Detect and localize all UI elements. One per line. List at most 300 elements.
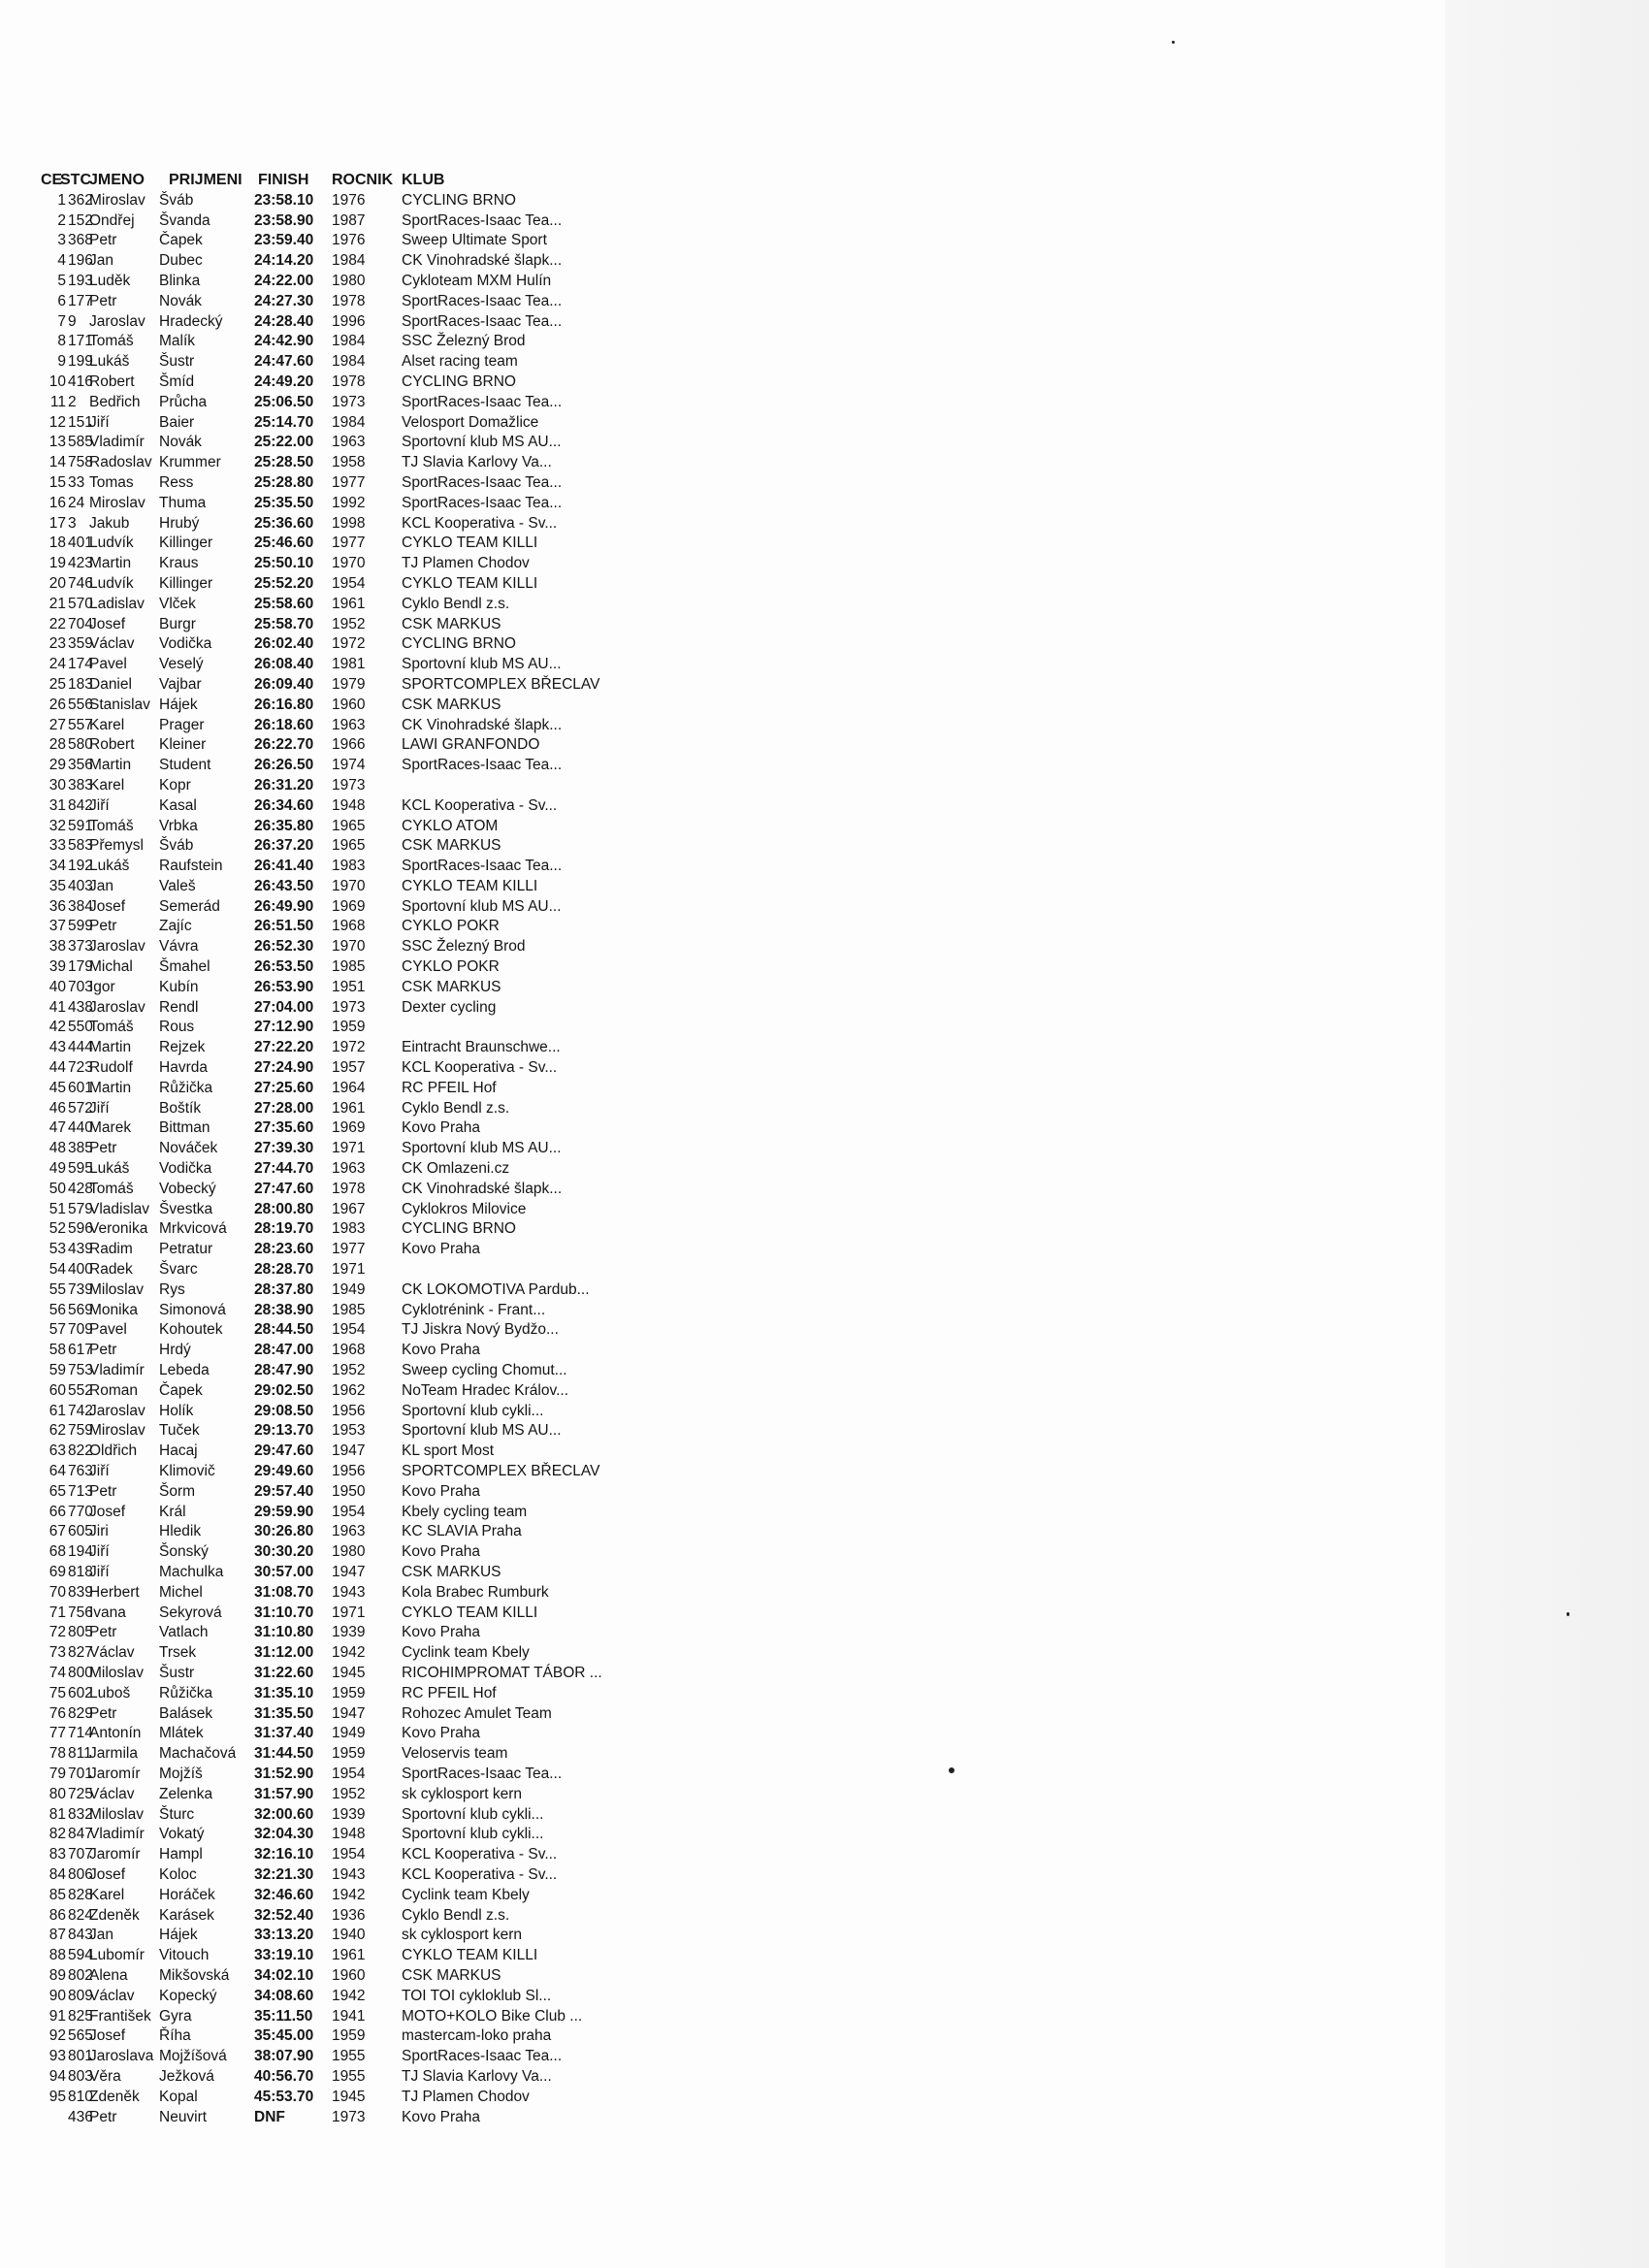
cell-finish-time: 28:47.90: [254, 1362, 314, 1379]
cell-start-number: 800: [68, 1664, 93, 1681]
cell-start-number: 703: [68, 978, 93, 995]
cell-club: Cykloteam MXM Hulín: [402, 272, 552, 289]
cell-position: 1: [57, 191, 66, 209]
cell-birth-year: 1972: [332, 635, 366, 653]
cell-last-name: Vitouch: [159, 1947, 210, 1964]
cell-club: CSK MARKUS: [402, 696, 501, 713]
cell-club: Kovo Praha: [402, 1342, 480, 1359]
cell-finish-time: 26:34.60: [254, 796, 314, 814]
cell-start-number: 585: [68, 434, 93, 451]
cell-club: KCL Kooperativa - Sv...: [402, 1865, 558, 1883]
cell-finish-time: 27:25.60: [254, 1079, 314, 1096]
cell-club: RC PFEIL Hof: [402, 1684, 497, 1701]
cell-first-name: Jarmila: [89, 1745, 138, 1763]
cell-first-name: Lukáš: [89, 858, 130, 875]
cell-club: SPORTCOMPLEX BŘECLAV: [402, 675, 600, 693]
cell-position: 4: [57, 252, 66, 270]
cell-position: 62: [48, 1422, 66, 1440]
table-row: [47, 1724, 648, 1744]
cell-finish-time: 25:28.80: [254, 473, 314, 491]
cell-start-number: 753: [68, 1362, 93, 1379]
cell-last-name: Michel: [159, 1583, 203, 1601]
cell-finish-time: 25:52.20: [254, 574, 314, 592]
cell-start-number: 572: [68, 1099, 93, 1117]
cell-last-name: Krummer: [159, 454, 221, 471]
cell-club: CYKLO TEAM KILLI: [402, 1604, 538, 1621]
cell-start-number: 809: [68, 1987, 93, 2004]
table-row: [47, 1926, 648, 1946]
table-row: [47, 1219, 648, 1240]
cell-finish-time: 33:13.20: [254, 1927, 314, 1944]
table-row: [47, 1664, 648, 1684]
cell-position: 48: [48, 1140, 66, 1157]
table-row: [47, 716, 648, 736]
cell-start-number: 196: [68, 252, 93, 270]
cell-last-name: Hrdý: [159, 1342, 191, 1359]
cell-birth-year: 1983: [332, 1220, 366, 1238]
cell-position: 9: [57, 353, 66, 371]
cell-first-name: Rudolf: [89, 1059, 133, 1077]
cell-birth-year: 1943: [332, 1865, 366, 1883]
cell-position: 10: [48, 373, 66, 390]
cell-birth-year: 1963: [332, 716, 366, 733]
table-row: [47, 998, 648, 1019]
cell-last-name: Havrda: [159, 1059, 208, 1077]
table-row: [47, 1099, 648, 1119]
cell-position: 65: [48, 1482, 66, 1500]
cell-last-name: Zelenka: [159, 1785, 213, 1802]
cell-birth-year: 1952: [332, 1362, 366, 1379]
cell-finish-time: DNF: [254, 2108, 285, 2125]
cell-last-name: Sekyrová: [159, 1604, 222, 1621]
cell-last-name: Nováček: [159, 1140, 218, 1157]
cell-position: 31: [48, 796, 66, 814]
cell-finish-time: 25:14.70: [254, 413, 314, 431]
table-row: [47, 1583, 648, 1604]
header-first-name: JMENO: [89, 172, 145, 188]
cell-start-number: 583: [68, 837, 93, 855]
cell-birth-year: 1936: [332, 1906, 366, 1924]
cell-start-number: 383: [68, 776, 93, 794]
cell-birth-year: 1939: [332, 1624, 366, 1641]
cell-last-name: Rys: [159, 1280, 185, 1298]
table-row: [47, 393, 648, 413]
cell-last-name: Švanda: [159, 211, 210, 229]
cell-first-name: Miroslav: [89, 1422, 146, 1440]
cell-club: Kovo Praha: [402, 1241, 480, 1258]
cell-finish-time: 30:57.00: [254, 1563, 314, 1580]
cell-start-number: 24: [68, 494, 85, 511]
cell-last-name: Hacaj: [159, 1442, 198, 1460]
cell-birth-year: 1965: [332, 817, 366, 834]
cell-position: 91: [48, 2007, 66, 2025]
cell-first-name: Miloslav: [89, 1664, 144, 1681]
cell-club: CK Vinohradské šlapk...: [402, 1180, 563, 1197]
cell-first-name: Jaroslav: [89, 938, 146, 956]
table-row: [47, 1200, 648, 1220]
cell-birth-year: 1968: [332, 918, 366, 935]
cell-birth-year: 1950: [332, 1482, 366, 1500]
cell-last-name: Mikšovská: [159, 1966, 230, 1984]
cell-birth-year: 1945: [332, 2088, 366, 2105]
header-finish: FINISH: [258, 172, 309, 188]
cell-birth-year: 1973: [332, 2108, 366, 2125]
table-row: [47, 1886, 648, 1906]
table-row: [47, 957, 648, 978]
table-row: [47, 1320, 648, 1341]
cell-club: Cyklokros Milovice: [402, 1200, 527, 1217]
table-row: [47, 1038, 648, 1058]
cell-position: 14: [48, 454, 66, 471]
table-row: [47, 554, 648, 574]
scan-edge-shadow: [1445, 0, 1649, 2268]
cell-club: Sportovní klub cykli...: [402, 1402, 544, 1419]
cell-last-name: Vrbka: [159, 817, 198, 834]
cell-last-name: Student: [159, 757, 211, 774]
cell-first-name: Herbert: [89, 1583, 140, 1601]
table-row: [47, 634, 648, 655]
cell-position: 53: [48, 1241, 66, 1258]
cell-club: SportRaces-Isaac Tea...: [402, 1765, 563, 1782]
cell-last-name: Rejzek: [159, 1039, 206, 1056]
cell-last-name: Novák: [159, 434, 202, 451]
cell-start-number: 552: [68, 1381, 93, 1399]
cell-first-name: Jaroslav: [89, 998, 146, 1016]
cell-last-name: Kubín: [159, 978, 199, 995]
cell-position: 47: [48, 1119, 66, 1137]
cell-start-number: 739: [68, 1280, 93, 1298]
cell-finish-time: 24:28.40: [254, 312, 314, 330]
cell-finish-time: 24:47.60: [254, 353, 314, 371]
cell-start-number: 438: [68, 998, 93, 1016]
cell-finish-time: 26:09.40: [254, 675, 314, 693]
cell-last-name: Švarc: [159, 1261, 198, 1279]
cell-birth-year: 1998: [332, 514, 366, 532]
cell-finish-time: 23:59.40: [254, 232, 314, 249]
cell-position: 39: [48, 958, 66, 976]
cell-finish-time: 25:46.60: [254, 535, 314, 552]
cell-birth-year: 1987: [332, 211, 366, 229]
cell-last-name: Machačová: [159, 1745, 237, 1763]
cell-position: 82: [48, 1826, 66, 1843]
cell-last-name: Švestka: [159, 1200, 213, 1217]
cell-finish-time: 29:49.60: [254, 1463, 314, 1479]
cell-start-number: 825: [68, 2007, 93, 2025]
cell-club: CYKLO POKR: [402, 918, 500, 935]
cell-first-name: Ondřej: [89, 211, 135, 229]
table-row: [47, 191, 648, 211]
cell-last-name: Kopecký: [159, 1987, 217, 2004]
table-row: [47, 655, 648, 675]
cell-start-number: 806: [68, 1865, 93, 1883]
cell-birth-year: 1978: [332, 292, 366, 309]
cell-last-name: Karásek: [159, 1906, 214, 1924]
cell-finish-time: 29:13.70: [254, 1422, 314, 1440]
cell-club: SportRaces-Isaac Tea...: [402, 312, 563, 330]
cell-start-number: 801: [68, 2048, 93, 2065]
table-row: [47, 1018, 648, 1038]
cell-start-number: 174: [68, 656, 93, 673]
cell-club: Sportovní klub cykli...: [402, 1826, 544, 1843]
cell-club: TJ Jiskra Nový Bydžo...: [402, 1321, 559, 1339]
cell-start-number: 828: [68, 1886, 93, 1903]
cell-position: 70: [48, 1583, 66, 1601]
cell-finish-time: 26:53.50: [254, 958, 314, 976]
cell-last-name: Vajbar: [159, 675, 202, 693]
cell-start-number: 423: [68, 555, 93, 572]
cell-first-name: Miroslav: [89, 191, 146, 209]
table-row: [47, 2047, 648, 2067]
cell-last-name: Horáček: [159, 1886, 215, 1903]
cell-birth-year: 1973: [332, 998, 366, 1016]
table-row: [47, 897, 648, 918]
cell-birth-year: 1942: [332, 1987, 366, 2004]
table-row: [47, 292, 648, 312]
cell-position: 13: [48, 434, 66, 451]
cell-last-name: Burgr: [159, 615, 196, 632]
cell-start-number: 416: [68, 373, 93, 390]
table-row: [47, 756, 648, 776]
cell-first-name: Petr: [89, 1624, 117, 1641]
cell-last-name: Šustr: [159, 1664, 195, 1681]
cell-first-name: Vladimír: [89, 1362, 145, 1379]
table-row: [47, 2007, 648, 2027]
cell-birth-year: 1942: [332, 1886, 366, 1903]
cell-start-number: 829: [68, 1704, 93, 1722]
cell-club: CYKLO TEAM KILLI: [402, 877, 538, 894]
cell-club: CYCLING BRNO: [402, 191, 516, 209]
cell-first-name: Karel: [89, 776, 125, 794]
cell-club: Cyclink team Kbely: [402, 1644, 530, 1662]
cell-club: CYKLO TEAM KILLI: [402, 1947, 538, 1964]
cell-position: 2: [57, 211, 66, 229]
cell-last-name: Vodička: [159, 1160, 212, 1178]
cell-finish-time: 26:37.20: [254, 837, 314, 855]
cell-club: CSK MARKUS: [402, 837, 501, 855]
cell-birth-year: 1963: [332, 434, 366, 451]
cell-birth-year: 1959: [332, 1745, 366, 1763]
cell-birth-year: 1971: [332, 1604, 366, 1621]
cell-birth-year: 1983: [332, 858, 366, 875]
header-club: KLUB: [402, 172, 445, 188]
cell-club: SportRaces-Isaac Tea...: [402, 494, 563, 511]
cell-position: 68: [48, 1543, 66, 1561]
cell-finish-time: 31:52.90: [254, 1765, 314, 1782]
cell-club: SportRaces-Isaac Tea...: [402, 393, 563, 410]
cell-last-name: Vávra: [159, 938, 199, 956]
cell-finish-time: 26:52.30: [254, 938, 314, 956]
cell-start-number: 742: [68, 1402, 93, 1419]
cell-birth-year: 1984: [332, 252, 366, 270]
cell-start-number: 842: [68, 796, 93, 814]
table-row: [47, 1381, 648, 1402]
cell-finish-time: 26:49.90: [254, 897, 314, 915]
cell-position: 45: [48, 1079, 66, 1096]
table-row: [47, 1946, 648, 1966]
table-row: [47, 1744, 648, 1765]
cell-club: TJ Slavia Karlovy Va...: [402, 454, 552, 471]
cell-first-name: Vladimír: [89, 434, 145, 451]
cell-start-number: 594: [68, 1947, 93, 1964]
cell-club: Kovo Praha: [402, 1725, 480, 1742]
cell-first-name: František: [89, 2007, 151, 2025]
cell-start-number: 803: [68, 2067, 93, 2085]
cell-first-name: Václav: [89, 1644, 135, 1662]
cell-birth-year: 1952: [332, 615, 366, 632]
table-row: [47, 857, 648, 877]
cell-first-name: Ivana: [89, 1604, 126, 1621]
cell-start-number: 368: [68, 232, 93, 249]
cell-club: Sweep cycling Chomut...: [402, 1362, 567, 1379]
cell-position: 72: [48, 1624, 66, 1641]
cell-last-name: Vatlach: [159, 1624, 209, 1641]
table-row: [47, 1280, 648, 1301]
cell-last-name: Neuvirt: [159, 2108, 208, 2125]
cell-finish-time: 31:10.80: [254, 1624, 314, 1641]
table-row: [47, 1522, 648, 1542]
cell-position: 30: [48, 776, 66, 794]
cell-position: 22: [48, 615, 66, 632]
table-row: [47, 1482, 648, 1503]
cell-birth-year: 1972: [332, 1039, 366, 1056]
cell-club: Sportovní klub MS AU...: [402, 1140, 562, 1157]
cell-club: SportRaces-Isaac Tea...: [402, 292, 563, 309]
cell-start-number: 763: [68, 1463, 93, 1479]
cell-finish-time: 27:35.60: [254, 1119, 314, 1137]
cell-start-number: 579: [68, 1200, 93, 1217]
cell-position: 95: [48, 2088, 66, 2105]
cell-start-number: 359: [68, 635, 93, 653]
cell-start-number: 811: [68, 1745, 92, 1763]
cell-first-name: Tomáš: [89, 1180, 134, 1197]
cell-first-name: Petr: [89, 232, 117, 249]
cell-start-number: 847: [68, 1826, 93, 1843]
cell-start-number: 565: [68, 2027, 93, 2045]
cell-start-number: 824: [68, 1906, 93, 1924]
cell-position: 6: [57, 292, 66, 309]
cell-birth-year: 1970: [332, 555, 366, 572]
cell-start-number: 595: [68, 1160, 93, 1178]
cell-club: Sportovní klub MS AU...: [402, 897, 562, 915]
cell-first-name: Lukáš: [89, 353, 130, 371]
cell-finish-time: 25:58.60: [254, 595, 314, 612]
cell-start-number: 759: [68, 1422, 93, 1440]
cell-start-number: 756: [68, 1604, 93, 1621]
cell-last-name: Valeš: [159, 877, 196, 894]
cell-position: 86: [48, 1906, 66, 1924]
cell-start-number: 177: [68, 292, 93, 309]
header-position: CE: [41, 172, 63, 188]
cell-start-number: 179: [68, 958, 93, 976]
cell-last-name: Šváb: [159, 191, 194, 209]
cell-finish-time: 29:47.60: [254, 1442, 314, 1460]
cell-birth-year: 1963: [332, 1160, 366, 1178]
cell-last-name: Hrubý: [159, 514, 200, 532]
cell-birth-year: 1947: [332, 1704, 366, 1722]
cell-birth-year: 1969: [332, 897, 366, 915]
cell-last-name: Lebeda: [159, 1362, 210, 1379]
cell-position: 7: [57, 312, 66, 330]
cell-finish-time: 26:18.60: [254, 716, 314, 733]
table-row: [47, 1604, 648, 1624]
cell-club: Alset racing team: [402, 353, 518, 371]
cell-position: 33: [48, 837, 66, 855]
cell-finish-time: 26:35.80: [254, 817, 314, 834]
cell-position: 66: [48, 1503, 66, 1520]
cell-position: 77: [48, 1725, 66, 1742]
cell-club: KCL Kooperativa - Sv...: [402, 796, 558, 814]
cell-start-number: 362: [68, 191, 93, 209]
cell-position: 55: [48, 1280, 66, 1298]
cell-birth-year: 1968: [332, 1342, 366, 1359]
cell-position: 78: [48, 1745, 66, 1763]
cell-finish-time: 32:16.10: [254, 1846, 314, 1863]
cell-start-number: 713: [68, 1482, 93, 1500]
scan-speck: [949, 1767, 954, 1773]
scan-speck: [1172, 41, 1175, 44]
cell-club: CSK MARKUS: [402, 615, 501, 632]
cell-position: 8: [57, 333, 66, 350]
cell-birth-year: 1961: [332, 1099, 366, 1117]
cell-birth-year: 1954: [332, 574, 366, 592]
cell-start-number: 723: [68, 1059, 93, 1077]
cell-last-name: Baier: [159, 413, 195, 431]
cell-position: 83: [48, 1846, 66, 1863]
cell-club: Kovo Praha: [402, 1482, 480, 1500]
cell-birth-year: 1966: [332, 736, 366, 754]
cell-first-name: Stanislav: [89, 696, 150, 713]
cell-birth-year: 1961: [332, 1947, 366, 1964]
cell-last-name: Říha: [159, 2027, 191, 2045]
cell-last-name: Bittman: [159, 1119, 210, 1137]
cell-last-name: Čapek: [159, 232, 203, 249]
cell-club: SportRaces-Isaac Tea...: [402, 211, 563, 229]
cell-birth-year: 1954: [332, 1765, 366, 1782]
cell-position: 93: [48, 2048, 66, 2065]
cell-birth-year: 1940: [332, 1927, 366, 1944]
cell-first-name: Jan: [89, 1927, 113, 1944]
cell-start-number: 3: [68, 514, 77, 532]
cell-last-name: Hájek: [159, 696, 198, 713]
cell-birth-year: 1955: [332, 2067, 366, 2085]
cell-club: Cyklo Bendl z.s.: [402, 595, 510, 612]
cell-position: 57: [48, 1321, 66, 1339]
cell-finish-time: 29:57.40: [254, 1482, 314, 1500]
cell-position: 79: [48, 1765, 66, 1782]
cell-position: 12: [48, 413, 66, 431]
cell-birth-year: 1980: [332, 1543, 366, 1561]
cell-position: 24: [48, 656, 66, 673]
cell-start-number: 152: [68, 211, 93, 229]
cell-birth-year: 1992: [332, 494, 366, 511]
cell-finish-time: 26:53.90: [254, 978, 314, 995]
cell-birth-year: 1943: [332, 1583, 366, 1601]
cell-position: 63: [48, 1442, 66, 1460]
cell-birth-year: 1977: [332, 473, 366, 491]
cell-club: MOTO+KOLO Bike Club ...: [402, 2007, 583, 2025]
cell-birth-year: 1976: [332, 232, 366, 249]
table-row: [47, 231, 648, 251]
cell-start-number: 2: [68, 393, 77, 410]
cell-club: Kovo Praha: [402, 1543, 480, 1561]
cell-last-name: Novák: [159, 292, 202, 309]
cell-start-number: 194: [68, 1543, 93, 1561]
cell-last-name: Kopal: [159, 2088, 198, 2105]
table-row: [47, 514, 648, 535]
cell-start-number: 701: [68, 1765, 93, 1782]
cell-club: CYCLING BRNO: [402, 1220, 516, 1238]
cell-finish-time: 32:00.60: [254, 1805, 314, 1823]
